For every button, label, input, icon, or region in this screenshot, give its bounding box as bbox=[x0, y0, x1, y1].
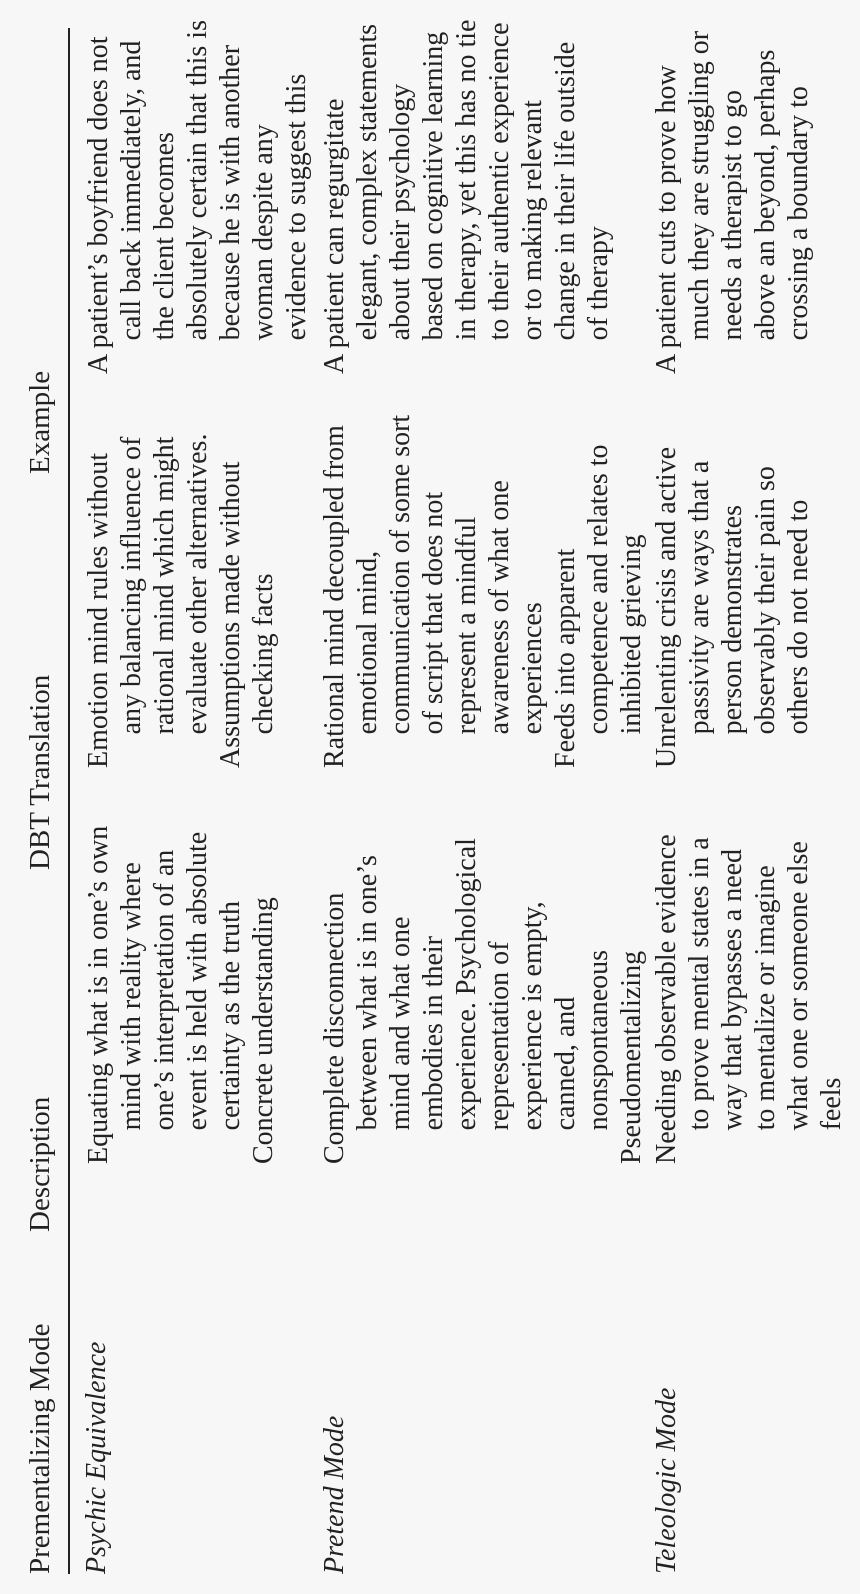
row-1-example bbox=[82, 19, 313, 374]
row-3-example bbox=[650, 19, 815, 374]
row-1-description-text: Equating what is in one’s own mind with reality where one’s interpretation of an event is held with absolute certainty as the truth bbox=[83, 825, 246, 1164]
row-2-dbt-text: Rational mind decoupled from emotional mind, communication of some sort of script that does not represent a mindful awareness of what one experiences bbox=[319, 414, 548, 768]
row-3-description-text: Needing observable evidence to prove mental states in a way that bypasses a need to mentalize or imagine what one or someone else feels bbox=[651, 834, 847, 1164]
row-1-description bbox=[82, 824, 280, 1164]
row-2-description bbox=[318, 824, 648, 1164]
row-3-dbt bbox=[650, 412, 815, 768]
table-top-rule bbox=[68, 28, 70, 1574]
row-2-example bbox=[318, 19, 615, 374]
row-2-dbt bbox=[318, 412, 648, 768]
header-example: Example bbox=[24, 370, 56, 474]
row-3-mode: Teleologic Mode bbox=[651, 1387, 682, 1574]
row-2-description-text: Complete disconnection between what is in one’s mind and what one embodies in their experience. Psychological representation of experience is empty, canned, and nonspontaneous bbox=[319, 838, 614, 1164]
row-2-mode: Pretend Mode bbox=[319, 1415, 350, 1574]
header-mode: Prementalizing Mode bbox=[24, 1323, 56, 1574]
row-1-dbt-text: Emotion mind rules without any balancing influence of rational mind which might evaluate other alternatives. bbox=[83, 433, 213, 768]
row-1-dbt bbox=[82, 412, 280, 768]
row-2-dbt-note: Feeds into apparent competence and relates to inhibited grieving bbox=[550, 444, 647, 768]
row-2-description-note: Pseudomentalizing bbox=[616, 950, 647, 1164]
row-1-mode: Psychic Equivalence bbox=[81, 1341, 112, 1574]
header-description: Description bbox=[24, 1096, 56, 1232]
row-1-dbt-note: Assumptions made without checking facts bbox=[215, 461, 279, 768]
row-3-description bbox=[650, 824, 848, 1164]
row-3-example-text: A patient cuts to prove how much they are struggling or needs a therapist to go above an beyond, perhaps crossing a boundary to bbox=[651, 30, 814, 374]
header-dbt: DBT Translation bbox=[24, 674, 56, 870]
row-2-example-text: A patient can regurgitate elegant, complex statements about their psychology based on cognitive learning in therapy, yet this has no tie to their authentic experience or to making relevant change in their life outside of therapy bbox=[319, 19, 614, 374]
row-1-example-text: A patient’s boyfriend does not call back immediately, and the client becomes absolutely certain that this is because he is with another woman despite any evidence to suggest this bbox=[83, 20, 312, 374]
row-1-description-note: Concrete understanding bbox=[248, 897, 279, 1164]
row-3-dbt-text: Unrelenting crisis and active passivity are ways that a person demonstrates observably their pain so others do not need to bbox=[651, 446, 814, 768]
